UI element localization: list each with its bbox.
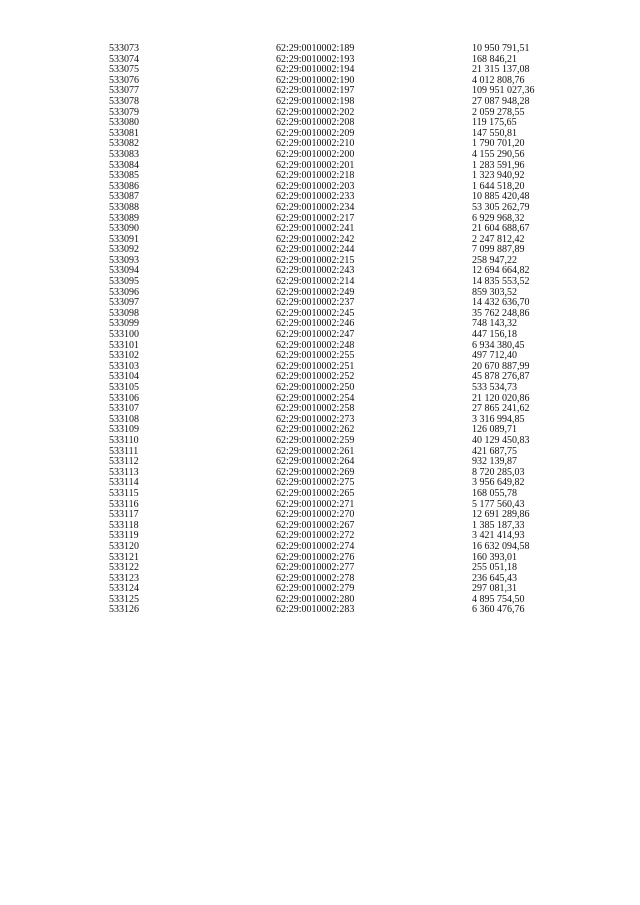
row-number: 533089 [109, 212, 139, 224]
cadastral-number: 62:29:0010002:274 [276, 540, 355, 552]
row-number: 533099 [109, 318, 139, 330]
row-number: 533077 [109, 85, 139, 97]
row-number: 533122 [109, 562, 139, 574]
cadastral-value: 27 087 948,28 [472, 95, 530, 107]
cadastral-value: 109 951 027,36 [472, 85, 535, 97]
row-number: 533124 [109, 583, 139, 595]
cadastral-number: 62:29:0010002:273 [276, 413, 355, 425]
row-number: 533084 [109, 159, 139, 171]
cadastral-value: 447 156,18 [472, 329, 517, 341]
row-number: 533105 [109, 382, 139, 393]
row-number: 533095 [109, 276, 139, 288]
cadastral-value: 14 835 553,52 [472, 276, 530, 288]
cadastral-number: 62:29:0010002:251 [276, 360, 355, 372]
row-number: 533096 [109, 286, 139, 298]
cadastral-number: 62:29:0010002:258 [276, 403, 355, 415]
cadastral-value: 126 089,71 [472, 424, 517, 436]
cadastral-number: 62:29:0010002:254 [276, 392, 355, 404]
cadastral-value: 7 099 887,89 [472, 244, 525, 256]
cadastral-number: 62:29:0010002:255 [276, 350, 355, 362]
cadastral-value: 3 956 649,82 [472, 477, 525, 489]
cadastral-value: 4 895 754,50 [472, 593, 525, 605]
cadastral-number: 62:29:0010002:277 [276, 562, 355, 574]
cadastral-value: 2 059 278,55 [472, 106, 525, 118]
cadastral-value: 16 632 094,58 [472, 540, 530, 552]
cadastral-number: 62:29:0010002:189 [276, 43, 355, 54]
row-number: 533102 [109, 350, 139, 362]
cadastral-number: 62:29:0010002:234 [276, 201, 355, 213]
cadastral-value: 5 177 560,43 [472, 498, 525, 510]
cadastral-number: 62:29:0010002:215 [276, 254, 355, 266]
cadastral-number: 62:29:0010002:269 [276, 466, 355, 478]
cadastral-number: 62:29:0010002:218 [276, 170, 355, 182]
cadastral-value: 21 120 020,86 [472, 392, 530, 404]
cadastral-value: 533 534,73 [472, 382, 517, 393]
cadastral-value: 168 055,78 [472, 487, 517, 499]
cadastral-value: 21 604 688,67 [472, 223, 530, 235]
cadastral-number: 62:29:0010002:200 [276, 148, 355, 160]
row-number: 533107 [109, 403, 139, 415]
cadastral-value: 4 012 808,76 [472, 74, 525, 86]
cadastral-number: 62:29:0010002:217 [276, 212, 355, 224]
table-row [0, 542, 640, 553]
table-row [0, 44, 640, 55]
row-number: 533090 [109, 223, 139, 235]
cadastral-number: 62:29:0010002:275 [276, 477, 355, 489]
cadastral-number: 62:29:0010002:247 [276, 329, 355, 341]
row-number: 533082 [109, 138, 139, 150]
cadastral-number: 62:29:0010002:279 [276, 583, 355, 595]
cadastral-value: 12 691 289,86 [472, 509, 530, 521]
cadastral-number: 62:29:0010002:210 [276, 138, 355, 150]
cadastral-value: 40 129 450,83 [472, 434, 530, 446]
cadastral-value: 258 947,22 [472, 254, 517, 266]
cadastral-value: 1 644 518,20 [472, 180, 525, 192]
row-number: 533074 [109, 53, 139, 65]
data-table [0, 44, 640, 616]
cadastral-number: 62:29:0010002:190 [276, 74, 355, 86]
cadastral-value: 45 878 276,87 [472, 371, 530, 383]
cadastral-value: 859 303,52 [472, 286, 517, 298]
row-number: 533116 [109, 498, 139, 510]
row-number: 533106 [109, 392, 139, 404]
cadastral-number: 62:29:0010002:203 [276, 180, 355, 192]
row-number: 533112 [109, 456, 139, 468]
cadastral-number: 62:29:0010002:249 [276, 286, 355, 298]
cadastral-value: 4 155 290,56 [472, 148, 525, 160]
row-number: 533117 [109, 509, 139, 521]
cadastral-number: 62:29:0010002:202 [276, 106, 355, 118]
cadastral-value: 20 670 887,99 [472, 360, 530, 372]
row-number: 533092 [109, 244, 139, 256]
cadastral-value: 168 846,21 [472, 53, 517, 65]
row-number: 533073 [109, 43, 139, 54]
row-number: 533087 [109, 191, 139, 203]
cadastral-value: 147 550,81 [472, 127, 517, 139]
cadastral-number: 62:29:0010002:244 [276, 244, 355, 256]
cadastral-value: 14 432 636,70 [472, 297, 530, 309]
cadastral-number: 62:29:0010002:264 [276, 456, 355, 468]
row-number: 533098 [109, 307, 139, 319]
cadastral-number: 62:29:0010002:262 [276, 424, 355, 436]
cadastral-number: 62:29:0010002:197 [276, 85, 355, 97]
cadastral-number: 62:29:0010002:252 [276, 371, 355, 383]
table-row [0, 489, 640, 500]
row-number: 533114 [109, 477, 139, 489]
row-number: 533085 [109, 170, 139, 182]
cadastral-value: 748 143,32 [472, 318, 517, 330]
row-number: 533123 [109, 572, 139, 584]
row-number: 533083 [109, 148, 139, 160]
cadastral-value: 1 283 591,96 [472, 159, 525, 171]
cadastral-number: 62:29:0010002:246 [276, 318, 355, 330]
row-number: 533088 [109, 201, 139, 213]
cadastral-number: 62:29:0010002:267 [276, 519, 355, 531]
row-number: 533119 [109, 530, 139, 542]
cadastral-value: 3 421 414,93 [472, 530, 525, 542]
cadastral-value: 6 929 968,32 [472, 212, 525, 224]
cadastral-value: 35 762 248,86 [472, 307, 530, 319]
cadastral-number: 62:29:0010002:194 [276, 64, 355, 76]
table-row [0, 605, 640, 616]
cadastral-value: 236 645,43 [472, 572, 517, 584]
cadastral-value: 3 316 994,85 [472, 413, 525, 425]
cadastral-value: 21 315 137,08 [472, 64, 530, 76]
cadastral-value: 6 360 476,76 [472, 604, 525, 616]
cadastral-value: 10 950 791,51 [472, 43, 530, 54]
cadastral-number: 62:29:0010002:259 [276, 434, 355, 446]
cadastral-number: 62:29:0010002:272 [276, 530, 355, 542]
cadastral-value: 1 323 940,92 [472, 170, 525, 182]
cadastral-number: 62:29:0010002:201 [276, 159, 355, 171]
cadastral-number: 62:29:0010002:280 [276, 593, 355, 605]
cadastral-number: 62:29:0010002:209 [276, 127, 355, 139]
row-number: 533100 [109, 329, 139, 341]
row-number: 533104 [109, 371, 139, 383]
cadastral-value: 53 305 262,79 [472, 201, 530, 213]
cadastral-value: 6 934 380,45 [472, 339, 525, 351]
cadastral-number: 62:29:0010002:193 [276, 53, 355, 65]
cadastral-value: 1 385 187,33 [472, 519, 525, 531]
cadastral-value: 119 175,65 [472, 117, 517, 129]
cadastral-value: 2 247 812,42 [472, 233, 525, 245]
cadastral-value: 27 865 241,62 [472, 403, 530, 415]
row-number: 533121 [109, 551, 139, 563]
cadastral-value: 297 081,31 [472, 583, 517, 595]
row-number: 533093 [109, 254, 139, 266]
cadastral-number: 62:29:0010002:278 [276, 572, 355, 584]
row-number: 533118 [109, 519, 139, 531]
row-number: 533079 [109, 106, 139, 118]
row-number: 533113 [109, 466, 139, 478]
cadastral-value: 10 885 420,48 [472, 191, 530, 203]
row-number: 533125 [109, 593, 139, 605]
row-number: 533108 [109, 413, 139, 425]
cadastral-value: 421 687,75 [472, 445, 517, 457]
table-row [0, 97, 640, 108]
row-number: 533097 [109, 297, 139, 309]
row-number: 533080 [109, 117, 139, 129]
cadastral-number: 62:29:0010002:233 [276, 191, 355, 203]
row-number: 533120 [109, 540, 139, 552]
row-number: 533086 [109, 180, 139, 192]
row-number: 533115 [109, 487, 139, 499]
cadastral-number: 62:29:0010002:276 [276, 551, 355, 563]
table-row [0, 203, 640, 214]
cadastral-value: 160 393,01 [472, 551, 517, 563]
cadastral-value: 255 051,18 [472, 562, 517, 574]
row-number: 533101 [109, 339, 139, 351]
row-number: 533111 [109, 445, 139, 457]
cadastral-number: 62:29:0010002:261 [276, 445, 355, 457]
cadastral-number: 62:29:0010002:214 [276, 276, 355, 288]
cadastral-number: 62:29:0010002:248 [276, 339, 355, 351]
row-number: 533126 [109, 604, 139, 616]
table-row [0, 436, 640, 447]
cadastral-value: 12 694 664,82 [472, 265, 530, 277]
row-number: 533075 [109, 64, 139, 76]
cadastral-value: 8 720 285,03 [472, 466, 525, 478]
row-number: 533094 [109, 265, 139, 277]
cadastral-number: 62:29:0010002:198 [276, 95, 355, 107]
table-row [0, 150, 640, 161]
row-number: 533103 [109, 360, 139, 372]
cadastral-value: 1 790 701,20 [472, 138, 525, 150]
row-number: 533078 [109, 95, 139, 107]
cadastral-number: 62:29:0010002:265 [276, 487, 355, 499]
table-row [0, 383, 640, 394]
cadastral-number: 62:29:0010002:208 [276, 117, 355, 129]
row-number: 533081 [109, 127, 139, 139]
cadastral-number: 62:29:0010002:245 [276, 307, 355, 319]
row-number: 533110 [109, 434, 139, 446]
cadastral-number: 62:29:0010002:237 [276, 297, 355, 309]
cadastral-number: 62:29:0010002:271 [276, 498, 355, 510]
cadastral-value: 497 712,40 [472, 350, 517, 362]
cadastral-number: 62:29:0010002:241 [276, 223, 355, 235]
cadastral-number: 62:29:0010002:283 [276, 604, 355, 616]
row-number: 533091 [109, 233, 139, 245]
cadastral-number: 62:29:0010002:243 [276, 265, 355, 277]
cadastral-number: 62:29:0010002:250 [276, 382, 355, 393]
cadastral-value: 932 139,87 [472, 456, 517, 468]
row-number: 533109 [109, 424, 139, 436]
cadastral-number: 62:29:0010002:270 [276, 509, 355, 521]
row-number: 533076 [109, 74, 139, 86]
cadastral-number: 62:29:0010002:242 [276, 233, 355, 245]
